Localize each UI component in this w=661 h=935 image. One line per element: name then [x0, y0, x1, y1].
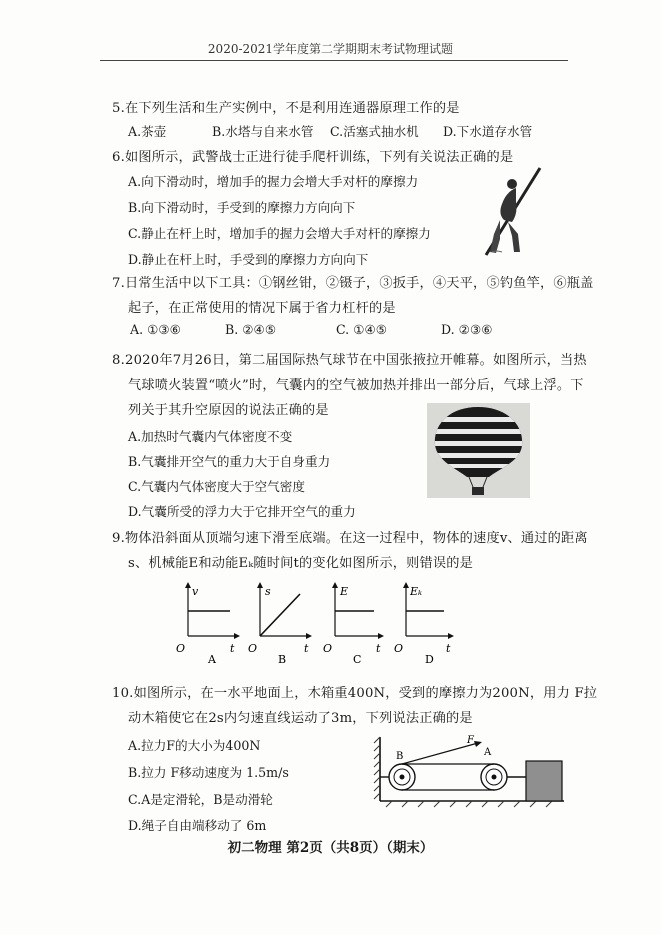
page-header: 2020-2021学年度第二学期期末考试物理试题: [207, 42, 454, 56]
graph-c-ylabel: E: [340, 585, 349, 598]
q7-stem-line2: 起子，在正常使用的情况下属于省力杠杆的是: [128, 301, 396, 316]
q8-stem-line2: 气球喷火装置“喷火”时，气囊内的空气被加热并排出一部分后，气球上浮。下: [128, 378, 584, 393]
graph-c-caption: C: [353, 653, 362, 666]
graph-c: [323, 582, 384, 666]
graph-a-xlabel: t: [230, 642, 235, 655]
q8-stem-line3: 列关于其升空原因的说法正确的是: [128, 403, 329, 418]
q10-option-b: B.拉力 F移动速度为 1.5m/s: [128, 765, 289, 780]
graph-b-x-arrow: [306, 633, 312, 639]
q8-option-c: C.气囊内气体密度大于空气密度: [128, 479, 305, 494]
q6-option-a: A.向下滑动时，增加手的握力会增大手对杆的摩擦力: [128, 174, 419, 189]
q7-stem-line1: 7.日常生活中以下工具：①钢丝钳，②镊子，③扳手，④天平，⑤钓鱼竿，⑥瓶盖: [112, 276, 594, 291]
q5-option-d: D.下水道存水管: [443, 124, 533, 139]
q10-stem-line1: 10.如图所示，在一水平地面上，木箱重400N，受到的摩擦力为200N，用力 F拉: [112, 686, 598, 701]
header-rule: [100, 60, 568, 61]
q8-option-d: D.气囊所受的浮力大于它排开空气的重力: [128, 504, 356, 519]
q9-stem-line2: s、机械能E和动能Eₖ随时间t的变化如图所示，则错误的是: [128, 556, 474, 571]
pulley-system-figure: [372, 733, 568, 813]
graph-b-ylabel: s: [265, 585, 271, 598]
q5-option-a: A.茶壶: [128, 124, 167, 139]
q5-stem: 5.在下列生活和生产实例中，不是利用连通器原理工作的是: [112, 101, 460, 116]
graph-b-y-arrow: [257, 582, 263, 588]
graph-d: [394, 582, 454, 666]
rope-free-end: [402, 743, 478, 764]
q10-stem-line2: 动木箱使它在2s内匀速直线运动了3m，下列说法正确的是: [128, 711, 473, 726]
q10-option-c: C.A是定滑轮，B是动滑轮: [128, 792, 273, 807]
q6-option-d: D.静止在杆上时，手受到的摩擦力方向向下: [128, 252, 369, 267]
label-f: F: [467, 735, 474, 746]
q10-option-a: A.拉力F的大小为400N: [128, 738, 261, 753]
q6-option-c: C.静止在杆上时，增加手的握力会增大手对杆的摩擦力: [128, 226, 431, 241]
graph-a-origin: O: [176, 642, 186, 655]
label-b: B: [396, 751, 404, 762]
graph-c-origin: O: [323, 642, 333, 655]
q7-option-d: D. ②③⑥: [441, 322, 493, 337]
q8-option-b: B.气囊排开空气的重力大于自身重力: [128, 454, 331, 469]
q9-stem-line1: 9.物体沿斜面从顶端匀速下滑至底端。在这一过程中，物体的速度v、通过的距离: [112, 531, 588, 546]
graph-b-origin: O: [248, 642, 258, 655]
graph-d-xlabel: t: [446, 642, 451, 655]
graph-d-origin: O: [394, 642, 404, 655]
q8-option-a: A.加热时气囊内气体密度不变: [128, 429, 293, 444]
graph-c-y-arrow: [332, 582, 338, 588]
climbing-soldier-figure: [478, 160, 548, 260]
label-a: A: [484, 747, 492, 758]
graph-b-line: [260, 594, 300, 636]
q6-stem: 6.如图所示，武警战士正进行徒手爬杆训练，下列有关说法正确的是: [112, 150, 514, 165]
graph-a-y-arrow: [185, 582, 191, 588]
q8-stem-line1: 8.2020年7月26日，第二届国际热气球节在中国张掖拉开帷幕。如图所示，当热: [112, 353, 587, 368]
force-arrow: [474, 741, 482, 747]
graph-d-ylabel: Eₖ: [410, 585, 423, 598]
graph-a: [176, 582, 240, 666]
q7-option-a: A. ①③⑥: [130, 322, 181, 337]
q5-option-b: B.水塔与自来水管: [212, 124, 314, 139]
hot-air-balloon-figure: [427, 403, 530, 498]
motion-graphs-figure: [170, 580, 460, 666]
q5-option-c: C.活塞式抽水机: [330, 124, 419, 139]
graph-c-x-arrow: [378, 633, 384, 639]
graph-d-caption: D: [425, 653, 434, 666]
q10-option-d: D.绳子自由端移动了 6m: [128, 818, 267, 833]
graph-d-y-arrow: [403, 582, 409, 588]
graph-b-caption: B: [278, 653, 287, 666]
graph-b: [248, 582, 312, 666]
graph-c-xlabel: t: [376, 642, 381, 655]
page-footer: 初二物理 第2页（共8页）（期末）: [227, 840, 434, 856]
graph-a-x-arrow: [234, 633, 240, 639]
graph-a-caption: A: [208, 653, 216, 666]
wooden-box: [526, 761, 562, 801]
q6-option-b: B.向下滑动时，手受到的摩擦力方向向下: [128, 200, 356, 215]
q7-option-c: C. ①④⑤: [336, 322, 388, 337]
graph-a-ylabel: v: [192, 585, 199, 598]
q7-option-b: B. ②④⑤: [225, 322, 277, 337]
graph-b-xlabel: t: [304, 642, 309, 655]
graph-d-x-arrow: [448, 633, 454, 639]
